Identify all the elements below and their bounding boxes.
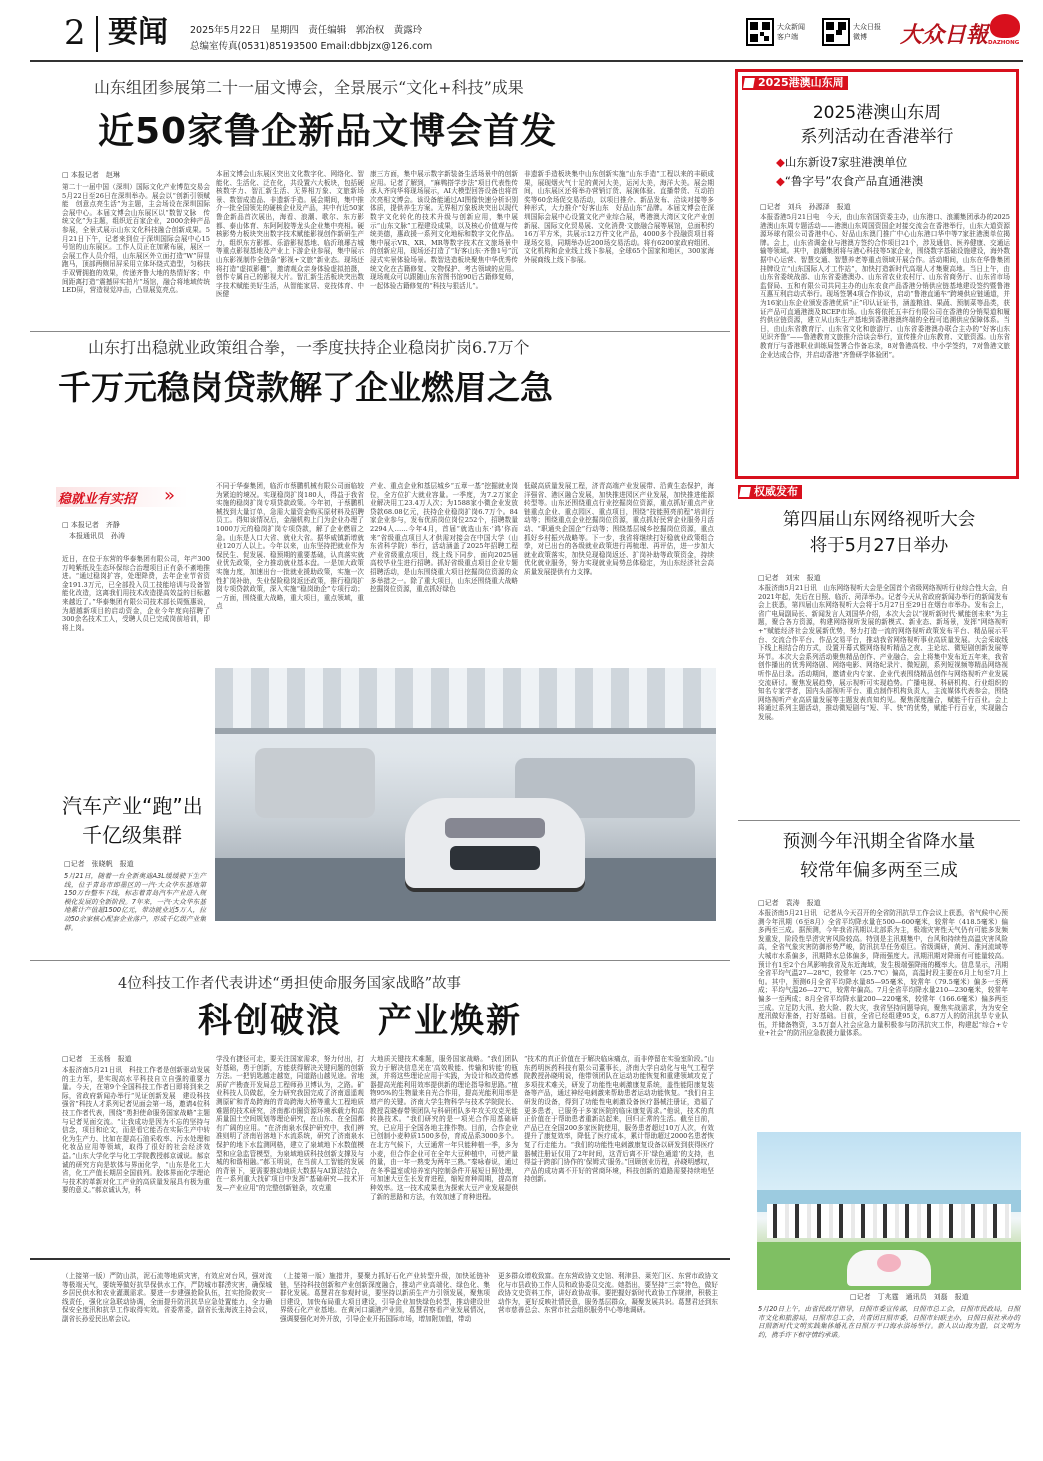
sidebar1-bullet2: ◆“鲁字号”农食产品直通港澳 (776, 174, 924, 188)
article3-headline-line2: 千亿级集群 (82, 823, 182, 847)
sidebar1-byline: □记者 刘兵 孙源泽 报道 (760, 203, 851, 211)
masthead-divider (96, 16, 98, 52)
continued-story-1: （上接第一版）严防山洪，泥石流等地质灾害，有效应对台风，强对流等极端天气，要统筹做好抗旱保供水工作，严防城市群涝灾害，确保城乡居民供水和农业灌溉需求。要进一步建强抢险队伍，扛实抢险救灾一线责任，强化应急联动协调，全面提升防汛抗旱应急处置能力，全力确保安全度汛和抗旱工作取得实效。省委常委，副省长张海波主持会议，副省长孙爱民出席会议。 (62, 1272, 272, 1323)
article4-kicker: 4位科技工作者代表讲述“勇担使命服务国家战略”故事 (118, 976, 462, 992)
article2-headline: 千万元稳岗贷款解了企业燃眉之急 (58, 368, 553, 407)
wedding-photo (757, 1132, 1021, 1290)
article4-col1: 本报济南5月21日讯 科技工作者是创新驱动发展的主力军，是实现高水平科技自立自强的重要力量。今天，在第9个全国科技工作者日即将到来之际，省政府新闻办举行“见证创新发展 建设科技强省”科技人才系列记者见面会第一场，邀请4位科技工作者代表，围绕“勇担使命服务国家战略”主题与记者见面交流。“让我成功是因为不忘的坚持与信念，项目和论文，而是看它能否在实际生产中转化为生产力、比如在提高石油采收率、污水处理和化妆品应用等领域，取得了很好的社会经济效益。”山东大学化学与化工学院教授郝京诚说。郝京诚的研究方向是软体与界面化学，“山东是化工大省，化工产值长期居全国前列。胶体界面化学理论与技术的革新对化工产业的高质量发展具有极为重要的意义。”郝京诚认为，科 (62, 1066, 210, 1195)
article1-col3: 康三方面，集中展示数字新装备生活场景中的创新应用。记者了解到，“麻鸭搭学步法”项目代表性传承人齐向华将现场展示，AI大模型回答设备也将首次亮相文博会。该设备能通过AI图像快速分析识别体质，提供养生方案。无界相万象板块突出以现代数字文化转化的技术升级与创新应用，集中展示“山东文脉”工程建设成果，以及核心价值观与传统美德，惠政援一系列文化地标和数字文化作品。集中展示VR、XR、MR等数字技术在文旅场景中的创新应用，现场还打造了“好客山东·齐鲁1号”沉浸式实景体验场景。数智迭造板块聚焦中华优秀传统文化在古籍修复、文物保护、考古领域的应用。现场观众可以跟随山东省图书馆90后古籍修复师，一起体验古籍修复的“科技与狠活儿”。 (370, 170, 518, 290)
article3-headline-line1: 汽车产业“跑”出 (62, 794, 203, 818)
article3-byline: □记者 张晓帆 报道 (64, 860, 134, 868)
continued-story-3: 更多群众增收致富。在东营政协文史馆、利津县、莱芜门区、东营市政协文化与市县政协工作人员和政协委员交流。她指出，要坚持“三亲”特色，做好政协文史资料工作，讲好政协故事。要把握好新时代政协工作规律，积极主动作为，更好反映社情民意，服务基层群众，凝聚发展共识。葛慧君还到东营市慈善总会、东营市社会组织服务中心等地调研。 (498, 1272, 718, 1315)
sidebar2-bottom-rule (738, 820, 1020, 821)
sidebar3-headline-line2: 较常年偏多两至三成 (800, 861, 958, 881)
sidebar1-headline-line2: 系列活动在香港举行 (800, 127, 954, 147)
sidebar3-byline: □记者 袁涛 报道 (758, 899, 821, 907)
qr-label-weibo: 大众日报 微博 (853, 23, 881, 41)
section-title: 要闻 (108, 15, 168, 50)
article1-col4: 非遗新手造板块集中山东创新实施“山东手造”工程以来的丰硕成果，展现烟火气十足的黄河大美，运河大美，海洋大美。展会期间，山东展区还将举办营销订货、展演体验、直播带货、互动拍奖等60余场促交易活动，以项目推介、新品发布、洽谈对接等多种形式，大力推介“好客山东 好品山东”品牌。本届文博会在深圳国际会展中心设置文化产业综合展，粤港澳大湾区文化产业创新展、国际文化贸易展、文化消费·文旅融合展等展馆，总面积约16万平方米，共展示12万件文化产品，4000多个投融资项目将现场交易，同期举办近200场交易活动。将有6200家政府组团、文化机构和企业线上线下参展，全球65个国家和地区，300家海外展商线上线下参展。 (524, 170, 714, 264)
diamond-icon: ◆ (776, 174, 785, 188)
sidebar2-text: 本报济南5月21日讯 山东网络视听大会是全国首个省级网络视听行业综合性大会，自2021年起，先后在日照、临沂、菏泽举办。记者今天从省政府新闻办举行的新闻发布会上获悉，第四届山东网络视听大会将于5月27日至29日在烟台市举办。发布会上，省广电局副局长、新闻发言人刘国华介绍，本次大会以“视听新时代·赋能创未来”为主题，聚合各方资源，构建网络视听发展的新模式、新业态、新场景，发挥“网络视听+”赋能经济社会发展新优势，努力打造一流的网络视听政策发布平台、精品展示平台、交流合作平台、作品交易平台，推动我省网络视听事业高质量发展。大会采取线下线上相结合的方式，设置开幕式暨网络视听精品之夜、主论坛、微短剧创新发展等环节。本次大会系列活动聚焦精品创作、产业融合，会上将集中发布近五年来，我省创作播出的优秀网络剧、网络电影、网络纪录片、微短剧，系列短视频等精品网络视听作品目录。活动期间，邀请业内专家、企业代表围绕精品创作与网络视听产业发展交流研讨。聚焦发展趋势，展示视听可实现趋势。广播电视、科研机构、行业组织的知名专家学者，国内头部视听平台、重点制作机构负责人，主流媒体代表参会，围绕网络视听产业高质量发展等主题发表真知灼见。聚焦深度融合，赋能千行百业。会上将通过系列主题活动，推动微短剧与“短、平、快”的优势，赋能千行百业，实现融合发展。 (758, 584, 1008, 721)
contact-line: 总编室传真(0531)85193500 Email:dbbjzx@126.com (190, 41, 433, 52)
logo-subtitle: DAZHONG (988, 40, 1020, 46)
article1-kicker: 山东组团参展第二十一届文博会，全景展示“文化+科技”成果 (94, 78, 524, 97)
qr-code-client[interactable] (746, 18, 774, 46)
date-line: 2025年5月22日 星期四 责任编辑 郭治权 黄露玲 (190, 25, 423, 36)
article3-caption: 5月21日，随着一台全新奥迪A3L缓缓驶下生产线，位于青岛市即墨区的一汽·大众华东基地第150万台整车下线，标志着青岛汽车产业进入规模化发展的全新阶段。7年来，一汽·大众华东基地累计产值超1500亿元，带动就业近5万人，拉动50余家核心配套企业落户，形成千亿级产业集群。 (64, 872, 206, 932)
sidebar2-headline-line1: 第四届山东网络视听大会 (782, 510, 976, 530)
sidebar1-text: 本报香港5月21日电 今天，由山东省国资委主办，山东港口、浪潮集团承办的2025港澳山东周专题活动——港澳山东周国资国企对接交流会在香港举行，山东大道资源源环球有限公司香港中心、好品山东澳门推广中心山东港口华中等7家驻港澳单位揭牌。会上，山东省调金业与港澳方签约合作项目21个，涉及通信、医养健康、交通运输等领域。其中，浪潮集团将与港心科技等5家企业，围绕数字基础设施建设，海外数据中心运营、智慧交通、智慧养老等重点领域开展合作。活动期间，山东在华鲁集团挂牌设立“山东国际人才工作站”，加快打造新时代高端人才集聚高地。当日上午，由山东省委统战部、山东省委港澳办、山东省农业农村厅、山东省商务厅、山东省市场监督局、五和有限公司共同主办的山东农食产品香港分销供应链基地建设签约暨鲁港互惠互利启动式举行。现场签署4项合作协议，启动“鲁港直通车”跨境供应链通道，并为16家山东企业颁发香港优质“正”印认证证书，涵盖粮油、果蔬、预制菜等品类，获证产品可直通港澳及RCEP市场。山东将依托五丰行有限公司在香港的分销渠道和履约供应链资源，建立从山东生产基地到香港港澳终端的全程可追溯供应保障体系。当日，由山东省教育厅、山东省文化和旅游厅、山东省委港澳办联合主办的“好客山东 见识齐鲁”——鲁港教育文旅推介洽谈会举行，宣传推介山东教育、文旅资源。山东省教育厅与香港职业训练局签署合作备忘录，8对鲁港高校、中小学签约，7对鲁港文旅企业达成合作，并启动香港“齐鲁研学体验团”。 (760, 213, 1017, 359)
page-number: 2 (64, 13, 86, 53)
sidebar2-byline: □记者 刘宋 报道 (758, 574, 821, 582)
article1-col2: 本届文博会山东展区突出文化数字化、网络化、智能化、生活化、泛在化，共设置六大板块，包括硬核数字力、智汇新生活、无界相万象、文旅新场景、数智成造品、非遗新手造。展会期间，集中推介一批全国领先的硬核企业及产品，其中有近50家鲁企新品首次展出，海看、浪潮、歌尔、东方影都、泰山体育、东阿阿胶等龙头企业集中亮相。硬核影势力板块突出数字技术赋能影视创作新研生产力，组织东方影都、乐游影视基地、临沂琅琊古城等重点影视基地及产业上下游企业参展，集中展示山东影视制作全链条“影视+文旅”新业态。现场还将打造“虚拟影棚”，邀请观众亲身体验虚拟拍摄，创作专属自己的影视大片。智汇新生活板块突出数字技术赋能美好生活，从智能家居、竞技体育、中医健 (216, 170, 364, 299)
article4-col4: “技术的真正价值在于解决临床痛点，而非停留在实验室阶段。”山东药明医药科技有限公司董事长，济南大学自动化与电气工程学院教授孙晓明说，他带领团队在运动功能恢复和重建领域攻克了多项技术难关，研发了功能性电刺激康复系统，盖性能阳康复装备等产品，通过神经电刺激来帮助患者运动功能恢复。“我们自主研发的设备，得到了功能性电刺激设备医疗器械注册证，造福了更多患者，已服务于多家医院的临床康复需求。”他说，技术的真正价值在于帮助患者重新站起来，回归正常的生活。截至目前，产品已在全国200多家医院使用，服务患者超过10万人次，有效提升了康复效率，降低了医疗成本，累计帮助超过2000名患者恢复了行走能力。“我们的功能性电刺激康复设备以研发到获得医疗器械注册证仅用了2年时间，这背后离不开‘绿色通道’的支持，也得益于跨部门协作的‘保姆式’服务。”回顾创业历程，孙晓明感叹，产品的成功离不开好的营商环境，科技创新的道路需要持续地坚持创新。 (524, 1055, 714, 1184)
sidebar1-tag: 2025港澳山东周 (742, 76, 848, 90)
sidebar1-bullet1: ◆山东新设7家驻港澳单位 (776, 155, 908, 169)
sidebar3-text: 本报济南5月21日讯 记者从今天召开的全省防汛抗旱工作会议上获悉，省气候中心预测今年汛期（6至8月）全省平均降水量在500—600毫米，较常年（418.5毫米）偏多两至三成。据预测，今年我省汛期以北部系为主，极端灾害性天气仍有可能多发频发重发，阶段性旱涝灾害风险较高。特别是主汛期集中，台风和持续性高温灾害风险高，全省气象灾害防御形势严峻，防汛抗旱任务艰巨。省级调研，黄河、淮河流域等大城市水系偏多，汛期降水总体偏多，降雨强度大。汛期汛期对降雨有可能量较高。预计有1至2个台风影响我省及东近海域，发生极端强降雨的概率大。信息显示，汛期全省平均气温27—28℃，较常年（25.7℃）偏高，高温时段主要在6月上旬至7月上旬。其中，预测6月全省平均降水量85—95毫米，较常年（79.5毫米）偏多一至两成；平均气温26—27℃，较常年偏高。7月全省平均降水量210—230毫米，较常年偏多一至两成；8月全省平均降水量200—220毫米，较常年（166.6毫米）偏多两至三成。立足防大汛、抢大险、救大灾，我省坚持问题导向，聚焦实战需求，为为安全度汛做好准备，打好基础。目前，全省已经组建95支，6.87万人的防汛抗旱专业队伍，并储备物资，3.5万套人社会应急力量积极参与防汛抗灾工作，构建起“综合+专业+社会”的防汛应急救援力量体系。 (758, 909, 1008, 1038)
article2-col4: 低碳高质量发展工程，济青高端产业发展带、沿黄生态保护，海洋强省、港区融合发展，加快推进园区产业发展，加快推进能源转型等。山东还围绕重点行业挖掘岗位资源，重点抓好重点产业链重点企业、重点园区、重点项目，围绕“技能照亮前程”培训行动等；围绕重点企业挖掘岗位资源，重点抓好民营企业服务月活动、“职通央企国企”行动等；围绕基层城乡挖掘岗位资源，重点抓好乡村振兴战略等。下一步，我省将继续打好稳就业政策组合拳，对已出台的各级就业政策进行再梳理、再评估，进一步加大就业政策落实，加快兑现稳岗返还、扩岗补助等政策资金，持续优化就业服务，努力实现就业局势总体稳定，为山东经济社会高质量发展提供有力支撑。 (524, 482, 714, 576)
sidebar2-headline-line2: 将于5月27日举办 (809, 536, 949, 556)
sidebar2-tag: 权威发布 (738, 485, 802, 499)
article1-bottom-rule (30, 331, 730, 332)
car-factory-photo (215, 668, 716, 921)
article2-byline2: 本报通讯员 孙涛 (62, 532, 125, 540)
article2-badge: 稳就业有实招 » (56, 487, 188, 509)
diamond-icon: ◆ (776, 155, 785, 169)
qr-label-client: 大众新闻 客户端 (777, 23, 805, 41)
masthead (0, 0, 1043, 64)
continued-top-rule (30, 1258, 730, 1260)
masthead-rule (30, 60, 1023, 62)
sidebar3-headline-line1: 预测今年汛期全省降水量 (782, 832, 976, 852)
newspaper-logo: 大众日報 (900, 22, 989, 48)
article4-col2: 学没有捷径可走，要关注国家需求，努力付出，打好基础，勇于创新，方能获得解决关键问题的创新方法。一把钥匙越走越宽，同道路山越见途。省地质矿产勘查开发局总工程师孙卫博认为，之路。矿业科技人员做起，全力研究我国完成了济南遥遥观测原矿和青岛跨海的青岛跨海大桥等重大工程地质难题的技术研究，济南都市圈资源环境承载力和高质量国土空间规划等理论研究，在山东、在全国都有广阔的应用。“在济南泉水保护研究中，我们辨准则明了济南岩溶地下水流系统，研究了济南泉水保护的地下水监测网格，建立了泉域地下水数值模型和应急监管模型，为泉域地质科技创新支撑及与城的和谐相融。”郝玉明说，在当前人工智能的发展的背景下，更需要推动地质大数据与AI算法结合，在一系列重大找矿项目中发挥“基础研究—技术开发—产业应用”的完整创新链条，攻克重 (216, 1055, 364, 1192)
article2-col3: 产业、重点企业和基层城乡“五章一基”挖掘就业岗位，全方位扩大就业容量。一季度，为7.2万家企业解决用工23.4万人次；为1588家小微企业发放贷款68.08亿元，扶持企业稳岗扩岗6.7万个。84家企业参与，发布优质岗位岗位252个，招聘数量2294人……今年4月，首届“就选山东·‘鸿’你而来”省级重点项目人才供需对接会在中国大学（山东省科学院）举行，活动涵盖了2025年招聘工程产业省级重点项目，线上线下同步，面向2025届高校毕业生进行招聘。抓好省级重点项目企业专题招聘活动，是山东围绕重大项目挖掘岗位资源的众多举措之一。除了重大项目，山东还围绕重大战略挖掘岗位资源，重点抓好绿色 (370, 482, 518, 594)
logo-emblem-icon (990, 14, 1020, 38)
article2-kicker: 山东打出稳就业政策组合拳，一季度扶持企业稳岗扩岗6.7万个 (88, 338, 530, 357)
photo-byline: □记者 丁兆霆 通讯员 刘磊 报道 (850, 1293, 969, 1301)
article3-bottom-rule (30, 960, 730, 961)
article4-col3: 大地质关键技术难题，服务国家战略。“我们团队致力于解决信息光在‘高效吸能、传输和转能’的瓶颈，并将这些理论应用于实践，为设计和改造传感器提高光能利用效率提供新的理论指导和思路。”植物95%的生物量来自光合作用，提高光能利用率是增产的关键。济南大学生物科学与技术学院院长、教授袁晓春带领团队与科研团队多年攻关攻克光能转换技术。“我们研究的是一项光合作用基础研究，已应用于全国各地主推作物。目前，合作企业已创制小麦种质1500多份，育成品系3000多个。在北方气候下，大豆通常一年只能种植一季，多为小麦，但合作企业可在全年大豆种植中，可使产量的量，由一年一熟变为两年三熟。”秦咏春说，通过在冬季温室或培养室内控制条件开展短日照处理，可加速大豆生长发育进程，缩短育种周期，提高育种效率。这一技术成果也为探索大豆产业发展提供了新的思路和方法，有效加速了育种进程。 (370, 1055, 518, 1201)
article2-col1: 近日，在位于东营的华泰集团有限公司，年产300万吨紫纸及生态环保综合治理项目正有条不紊地推进。“通过稳岗扩容，处理降费，去年企业节省资金191.3万元，已全部投入员工技能培训与设备智能化改造，这离我们用技术改造提高效益的目标越来越近了。”华泰集团有限公司技术部长周甄惠说，为超越新项目的启动资金，企业今年度向招聘了300余名技术工人，受聘人员已完成岗前培训，即将上岗。 (62, 555, 210, 632)
article1-col1: 第二十一届中国（深圳）国际文化产业博览交易会5月22日至26日在深圳举办。展会以“创新引领赋能 创意点亮生活”为主题，主会场设在深圳国际会展中心。本届文博会山东展区以“数智文脉 传统文化”为主题，组织近百家企业，2000余种产品参展，全景式展示山东文化科技融合创新成果。5月21日下午，记者来到位于深圳国际会展中心15号馆的山东展区。工作人员正在加紧布展，展区一会展工作人员介绍，山东展区外立面打造“W”屏显跑马，顶部两侧吊屏采用立体环绕式造型，匀称扶手双臂拥抱的效果，传递齐鲁大地的热情好客；中间距离打造“震撼屏实拍片”场馆，融合将地域传统LED屏，营造视觉冲击，凸显展览亮点。 (62, 183, 210, 295)
continued-story-2: （上接第一版）施措并，要聚力抓好石化产业转型升级，加快延链补链，坚持科技创新和产业创新深度融合，推动产业高端化、绿色化、集群化发展。葛慧君在参观时说，要坚持以新质生产力引领发展，聚焦项目建设，加快布局重大项目建设，引导企业加快绿色转型，推动建设世界级石化产业基地。在黄河口湖港产业园，葛慧君察看产业发展情况，强调要强化对外开放，引导企业开拓国际市场，增加附加值，带动 (280, 1272, 490, 1323)
article1-headline: 近50家鲁企新品文博会首发 (98, 111, 558, 152)
article1-byline: □ 本报记者 赵琳 (62, 171, 120, 179)
sidebar1-headline-line1: 2025港澳山东周 (812, 103, 942, 123)
chevron-right-icon: » (164, 485, 176, 506)
article4-headline: 科创破浪 产业焕新 (198, 1001, 522, 1041)
qr-code-weibo[interactable] (822, 18, 850, 46)
photo-caption: 5月20日上午，由省民政厅指导，日照市委宣传部，日照市总工会，日照市民政局，日照市文化和旅游局，日照市总工会，共青团日照市委，日照市妇联主办，日照日报社承办的日照新时代文明实践集体婚礼在日照万平口海水浴场举行。新人以山海为盟，以文明为约，携手许下相守情约承诺。 (758, 1305, 1020, 1339)
article2-col2: 不同于华泰集团，临沂市蔡鹏机械有限公司面临较为紧迫的境况。实现稳岗扩岗180人，得益于我省实施的稳岗扩岗专项贷款政策。今年初，于蔡鹏机械找到大量订单，急需大量资金购买原材料及招聘员工。得知该情况后，金融机构上门为企业办理了1000万元的稳岗扩岗专项贷款，解了企业燃眉之急。山东是人口大省、就业大省。据华威镇新增就业120万人以上。今年以来，山东坚持把就业作为保民生、促发展、稳预期的重要基础，认真落实就业优先政策，全力推动就业基本盘。一是加大政策实施力度，加速出台一批就业援助政策，实施一次性扩岗补助，失业保险稳岗返还政策，推行稳岗扩岗专项贷款政策，深入实施“稳岗助企”专项行动；一方面，围绕重大战略，重大项目，重点领域，重点 (216, 482, 364, 611)
sidebar1-box (735, 69, 1019, 479)
article4-byline: □记者 王丞杨 报道 (62, 1055, 132, 1063)
article2-byline1: □ 本报记者 齐静 (62, 521, 120, 529)
